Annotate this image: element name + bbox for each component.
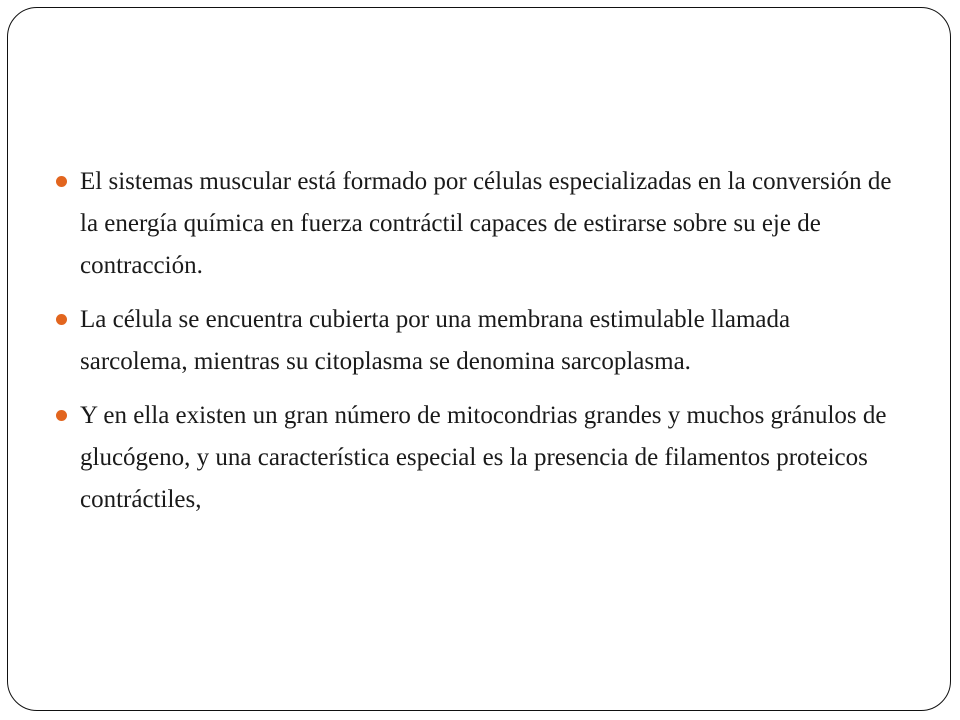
bullet-text-3: Y en ella existen un gran número de mitocondrias grandes y muchos gránulos de glucógeno, y una característica especial es la presencia de filamentos proteicos contráctiles, bbox=[80, 402, 887, 513]
bullet-item-2 bbox=[56, 299, 896, 383]
bullet-dot-icon bbox=[56, 410, 67, 421]
slide-frame bbox=[7, 7, 951, 711]
bullet-text-1: El sistemas muscular está formado por células especializadas en la conversión de la energía química en fuerza contráctil capaces de estirarse sobre su eje de contracción. bbox=[80, 168, 892, 279]
bullet-item-3 bbox=[56, 395, 896, 521]
bullet-dot-icon bbox=[56, 176, 67, 187]
bullet-dot-icon bbox=[56, 314, 67, 325]
bullet-text-2: La célula se encuentra cubierta por una membrana estimulable llamada sarcolema, mientras su citoplasma se denomina sarcoplasma. bbox=[80, 306, 791, 375]
bullet-list bbox=[56, 161, 896, 533]
bullet-item-1 bbox=[56, 161, 896, 287]
